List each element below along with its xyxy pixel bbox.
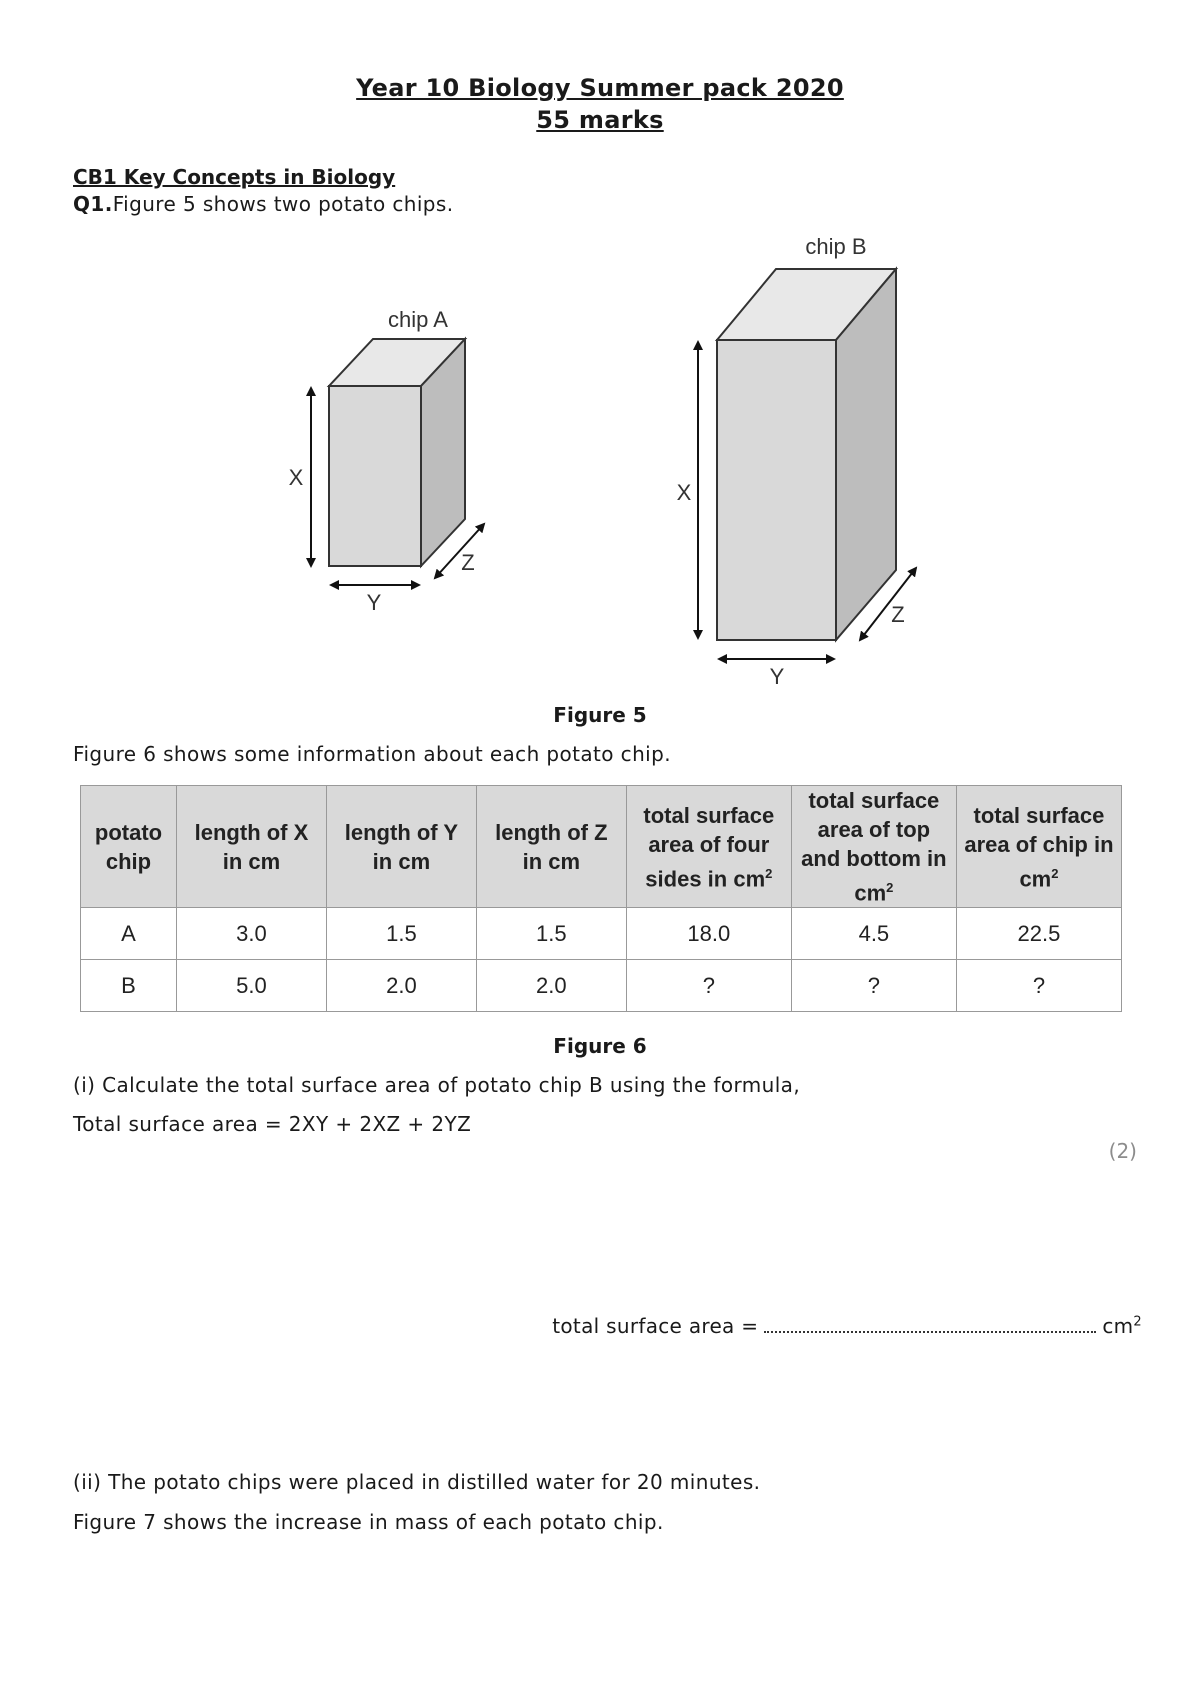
table-cell: B [81, 960, 177, 1012]
table-row [81, 960, 1122, 1012]
figure-6-intro: Figure 6 shows some information about each potato chip. [73, 742, 671, 766]
chip-b-y-label: Y [769, 664, 785, 689]
table-header-cell: length of Y in cm [326, 786, 476, 908]
table-row [81, 908, 1122, 960]
chip-a-label: chip A [388, 307, 448, 332]
part-i-marks: (2) [1108, 1139, 1137, 1163]
chip-b-z-label: Z [891, 602, 905, 627]
surface-area-formula: Total surface area = 2XY + 2XZ + 2YZ [73, 1112, 472, 1136]
table-header-cell: total surface area of four sides in $cm^2$ [626, 786, 791, 908]
question-number: Q1. [73, 192, 113, 216]
table-header-cell: length of X in cm [177, 786, 327, 908]
chip-b-front-face [717, 340, 836, 640]
answer-line [552, 1314, 1142, 1338]
part-ii-question: (ii) The potato chips were placed in distilled water for 20 minutes. [73, 1470, 761, 1494]
table-header-cell: length of Z in cm [476, 786, 626, 908]
table-cell: 18.0 [626, 908, 791, 960]
chip-a-x-label: X [288, 465, 304, 490]
chip-a-front-face [329, 386, 421, 566]
table-cell: ? [956, 960, 1121, 1012]
answer-unit-superscript: 2 [1133, 1314, 1142, 1330]
table-header-cell: total surface area of top and bottom in $cm^2$ [791, 786, 956, 908]
table-cell: 5.0 [177, 960, 327, 1012]
table-cell: A [81, 908, 177, 960]
part-i-question: (i) Calculate the total surface area of potato chip B using the formula, [73, 1073, 801, 1097]
answer-unit: cm [1102, 1314, 1134, 1338]
table-cell: 1.5 [476, 908, 626, 960]
total-marks: 55 marks [536, 106, 664, 134]
table-cell: 22.5 [956, 908, 1121, 960]
table-cell: 2.0 [476, 960, 626, 1012]
table-header-cell: potato chip [81, 786, 177, 908]
table-header-row [81, 786, 1122, 908]
answer-label: total surface area = [552, 1314, 759, 1338]
worksheet-title: Year 10 Biology Summer pack 2020 [356, 74, 844, 102]
potato-chip-table [80, 785, 1122, 1012]
table-cell: ? [626, 960, 791, 1012]
figure-6-caption: Figure 6 [553, 1034, 647, 1058]
table-cell: ? [791, 960, 956, 1012]
figure-5-diagram [0, 0, 1200, 700]
chip-b-drawing [677, 234, 916, 689]
chip-a-drawing [289, 307, 484, 615]
chip-b-label: chip B [805, 234, 867, 259]
question-text: Figure 5 shows two potato chips. [112, 192, 454, 216]
table-cell: 2.0 [326, 960, 476, 1012]
figure-7-intro: Figure 7 shows the increase in mass of each potato chip. [73, 1510, 664, 1534]
section-heading: CB1 Key Concepts in Biology [73, 165, 396, 189]
figure-5-caption: Figure 5 [553, 703, 647, 727]
chip-b-x-label: X [676, 480, 692, 505]
table-cell: 1.5 [326, 908, 476, 960]
table-cell: 4.5 [791, 908, 956, 960]
chip-a-y-label: Y [366, 590, 382, 615]
table-header-cell: total surface area of chip in $cm^2$ [956, 786, 1121, 908]
answer-blank[interactable] [764, 1317, 1096, 1333]
table-cell: 3.0 [177, 908, 327, 960]
chip-a-z-label: Z [461, 550, 475, 575]
